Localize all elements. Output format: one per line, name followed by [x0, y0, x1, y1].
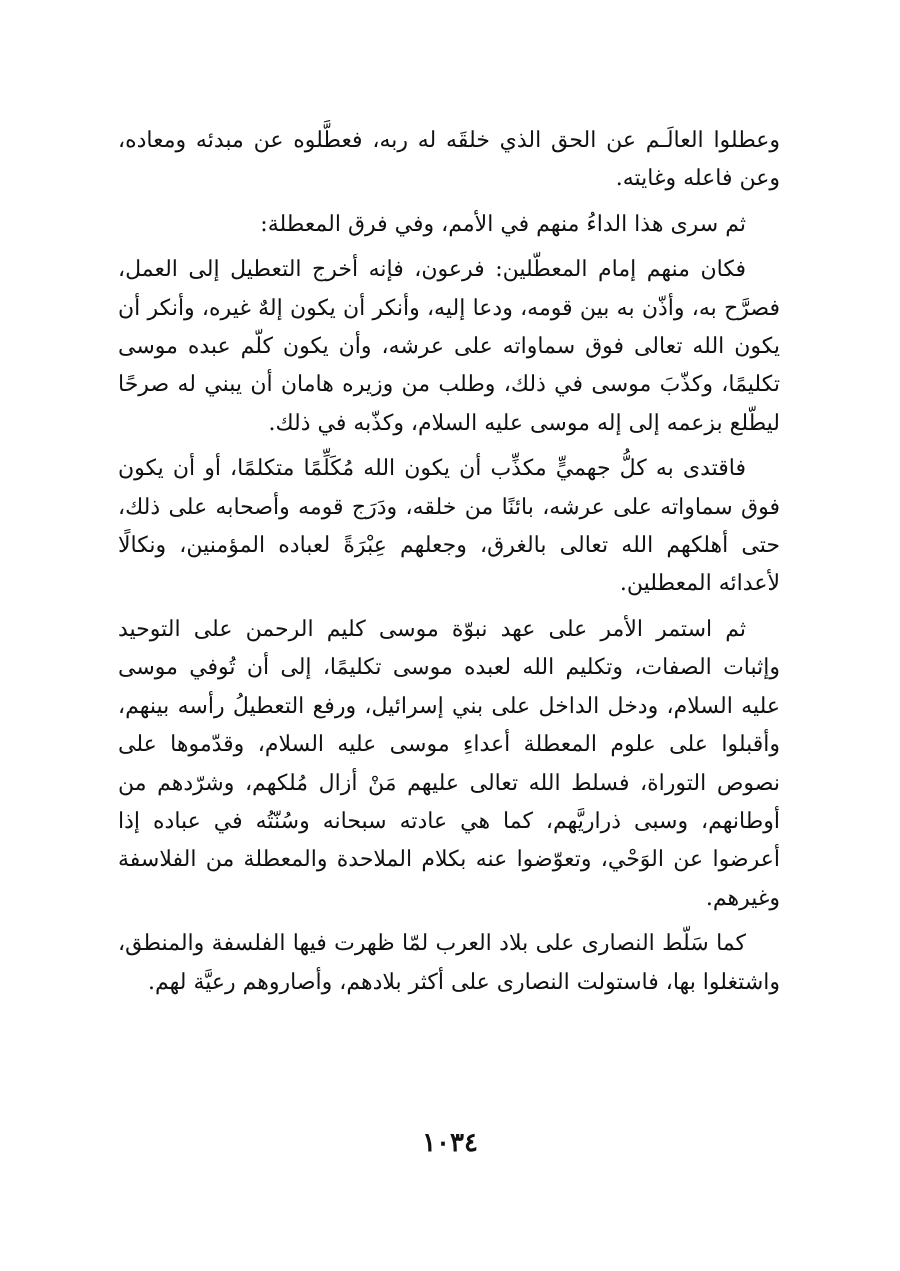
page-body	[118, 122, 780, 1009]
paragraph-5: ثم استمر الأمر على عهد نبوّة موسى كليم الرحمن على التوحيد وإثبات الصفات، وتكليم الله لعبده موسى تكليمًا، إلى أن تُوفي موسى عليه السلام، ودخل الداخل على بني إسرائيل، ورفع التعطيلُ رأسه بينهم، وأقبلوا على علوم المعطلة أعداءِ موسى عليه السلام، وقدّموها على نصوص التوراة، فسلط الله تعالى عليهم مَنْ أزال مُلكهم، وشرّدهم من أوطانهم، وسبى ذراريَّهم، كما هي عادته سبحانه وسُنّتُه في عباده إذا أعرضوا عن الوَحْي، وتعوّضوا عنه بكلام الملاحدة والمعطلة من الفلاسفة وغيرهم.	[118, 616, 780, 911]
paragraph-2: ثم سرى هذا الداءُ منهم في الأمم، وفي فرق المعطلة:	[260, 211, 746, 237]
page-number: ١٠٣٤	[422, 1128, 478, 1158]
paragraph-4: فاقتدى به كلُّ جهميٍّ مكذِّب أن يكون الله مُكَلِّمًا متكلمًا، أو أن يكون فوق سماواته على عرشه، بائنًا من خلقه، ودَرَج قومه وأصحابه على ذلك، حتى أهلكهم الله تعالى بالغرق، وجعلهم عِبْرَةً لعباده المؤمنين، ونكالًا لأعدائه المعطلين.	[118, 456, 780, 597]
paragraph-1: وعطلوا العالَـم عن الحق الذي خلقَه له ربه، فعطَّلوه عن مبدئه ومعاده، وعن فاعله وغايته.	[118, 128, 780, 192]
paragraph-6: كما سَلّط النصارى على بلاد العرب لمّا ظهرت فيها الفلسفة والمنطق، واشتغلوا بها، فاستولت النصارى على أكثر بلادهم، وأصاروهم رعيَّة لهم.	[118, 931, 780, 995]
paragraph-3: فكان منهم إمام المعطّلين: فرعون، فإنه أخرج التعطيل إلى العمل، فصرَّح به، وأذّن به بين قومه، ودعا إليه، وأنكر أن يكون إلهٌ غيره، وأنكر أن يكون الله تعالى فوق سماواته على عرشه، وأن يكون كلّم عبده موسى تكليمًا، وكذّبَ موسى في ذلك، وطلب من وزيره هامان أن يبني له صرحًا ليطّلع بزعمه إلى إله موسى عليه السلام، وكذّبه في ذلك.	[118, 257, 780, 436]
